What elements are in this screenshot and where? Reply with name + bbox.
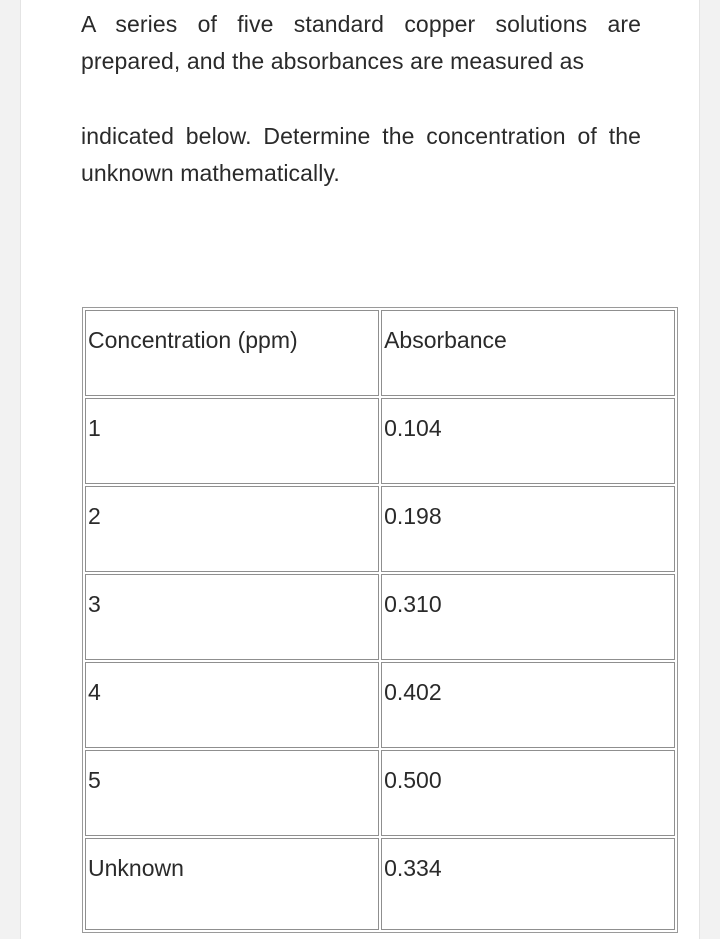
cell-absorbance: 0.198 xyxy=(381,486,675,572)
cell-concentration: Unknown xyxy=(85,838,379,930)
question-paragraph-2: indicated below. Determine the concentration of the unknown mathematically. xyxy=(81,123,641,186)
question-paragraph-1: A series of five standard copper solutions are prepared, and the absorbances are measured as xyxy=(81,11,641,74)
cell-absorbance: 0.104 xyxy=(381,398,675,484)
cell-concentration: 1 xyxy=(85,398,379,484)
cell-absorbance: 0.500 xyxy=(381,750,675,836)
cell-concentration: 3 xyxy=(85,574,379,660)
cell-concentration: 2 xyxy=(85,486,379,572)
cell-concentration: 4 xyxy=(85,662,379,748)
table-row xyxy=(85,398,675,484)
table-header-row xyxy=(85,310,675,396)
table-row xyxy=(85,838,675,930)
header-concentration: Concentration (ppm) xyxy=(85,310,379,396)
calibration-table xyxy=(82,307,678,933)
table-row xyxy=(85,486,675,572)
header-absorbance: Absorbance xyxy=(381,310,675,396)
cell-absorbance: 0.310 xyxy=(381,574,675,660)
table-row xyxy=(85,574,675,660)
cell-absorbance: 0.334 xyxy=(381,838,675,930)
cell-concentration: 5 xyxy=(85,750,379,836)
question-page xyxy=(20,0,700,939)
table-row xyxy=(85,750,675,836)
table-row xyxy=(85,662,675,748)
cell-absorbance: 0.402 xyxy=(381,662,675,748)
